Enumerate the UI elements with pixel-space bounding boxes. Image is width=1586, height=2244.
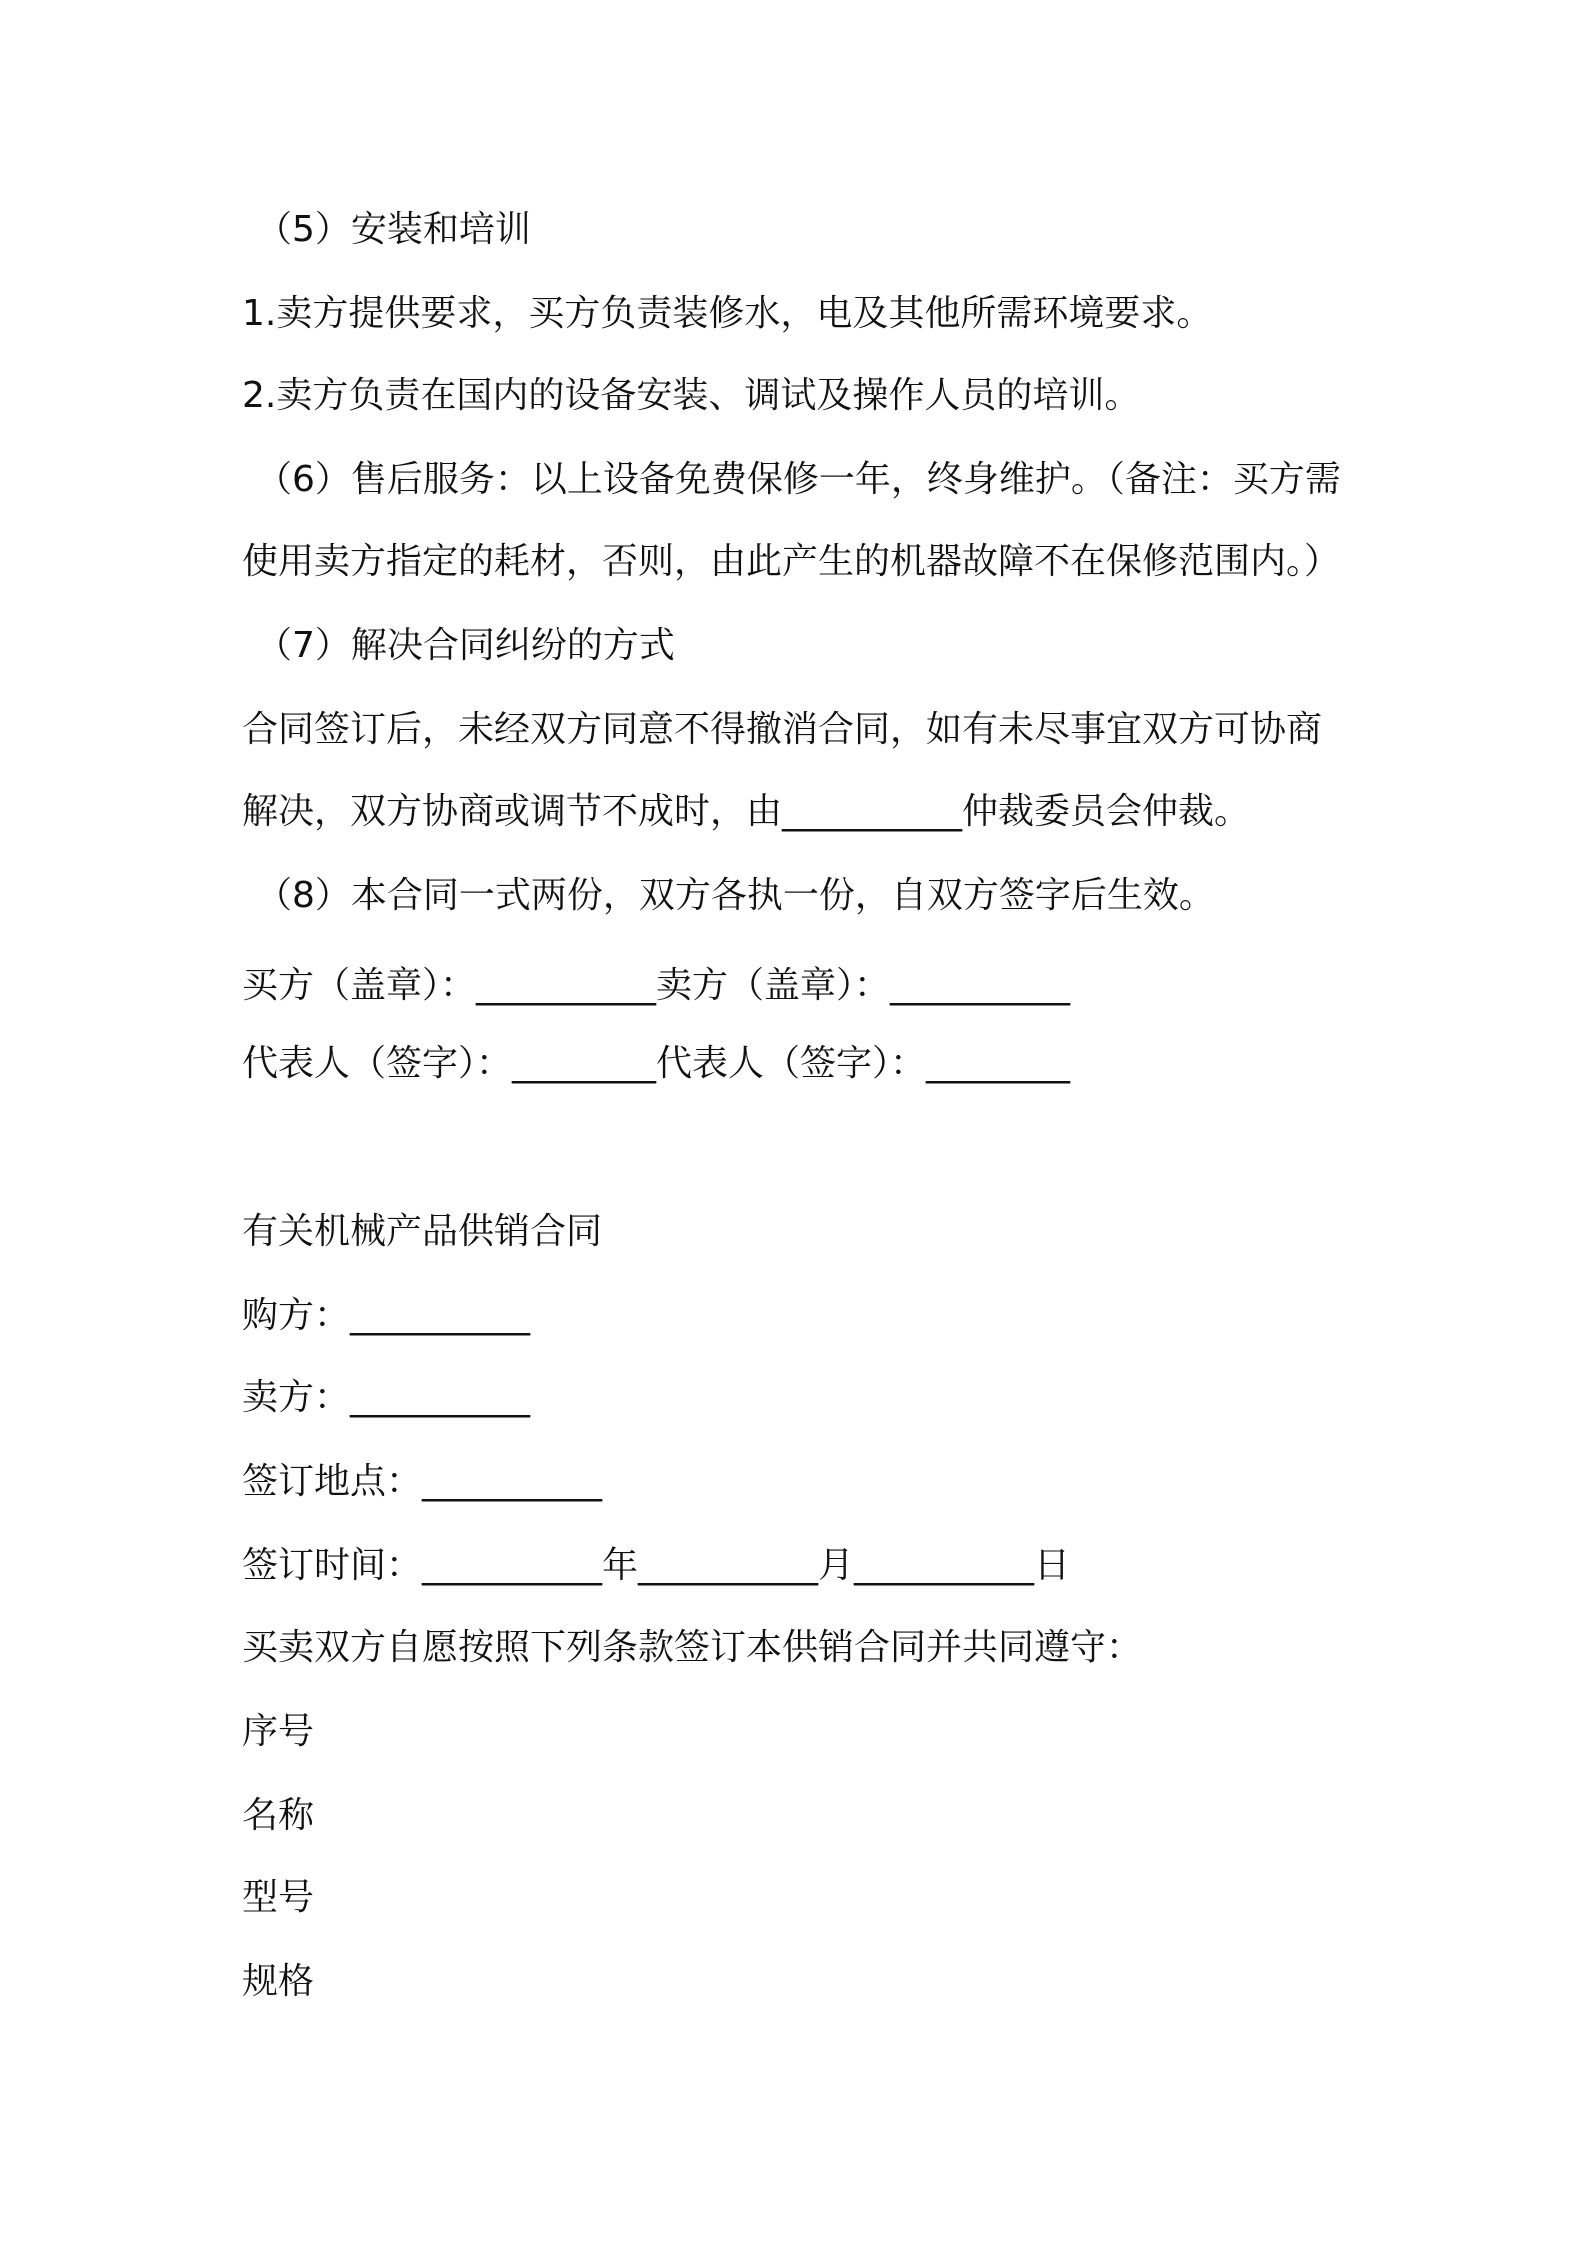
section-7-text-line-2: 解决，双方协商或调节不成时，由__________仲裁委员会仲裁。 bbox=[242, 791, 1251, 832]
signing-place-field: 签订地点：__________ bbox=[242, 1461, 603, 1502]
agreement-statement: 买卖双方自愿按照下列条款签订本供销合同并共同遵守： bbox=[242, 1627, 1143, 1668]
section-6-text-line-1: （6）售后服务：以上设备免费保修一年，终身维护。（备注：买方需 bbox=[256, 459, 1341, 500]
section-5-heading: （5）安装和培训 bbox=[256, 209, 531, 250]
section-8-text: （8）本合同一式两份，双方各执一份，自双方签字后生效。 bbox=[256, 875, 1215, 916]
table-heading-name: 名称 bbox=[242, 1795, 315, 1836]
section-7-text-line-1: 合同签订后，未经双方同意不得撤消合同，如有未尽事宜双方可协商 bbox=[242, 709, 1323, 750]
section-6-text-line-2: 使用卖方指定的耗材，否则，由此产生的机器故障不在保修范围内。） bbox=[242, 541, 1341, 582]
table-heading-model: 型号 bbox=[242, 1877, 315, 1918]
clause-5-item-2: 2.卖方负责在国内的设备安装、调试及操作人员的培训。 bbox=[242, 375, 1141, 416]
seller-field: 卖方：__________ bbox=[242, 1377, 531, 1418]
buyer-field: 购方：__________ bbox=[242, 1295, 531, 1336]
signature-line: 代表人（签字）：________代表人（签字）：________ bbox=[242, 1043, 1071, 1084]
section-7-heading: （7）解决合同纠纷的方式 bbox=[256, 625, 675, 666]
seal-line: 买方（盖章）：__________卖方（盖章）：__________ bbox=[242, 965, 1071, 1006]
contract-title: 有关机械产品供销合同 bbox=[242, 1211, 603, 1252]
signing-date-field: 签订时间：__________年__________月__________日 bbox=[242, 1545, 1071, 1586]
table-heading-spec: 规格 bbox=[242, 1961, 315, 2002]
table-heading-serial: 序号 bbox=[242, 1711, 315, 1752]
clause-5-item-1: 1.卖方提供要求，买方负责装修水，电及其他所需环境要求。 bbox=[242, 293, 1213, 334]
